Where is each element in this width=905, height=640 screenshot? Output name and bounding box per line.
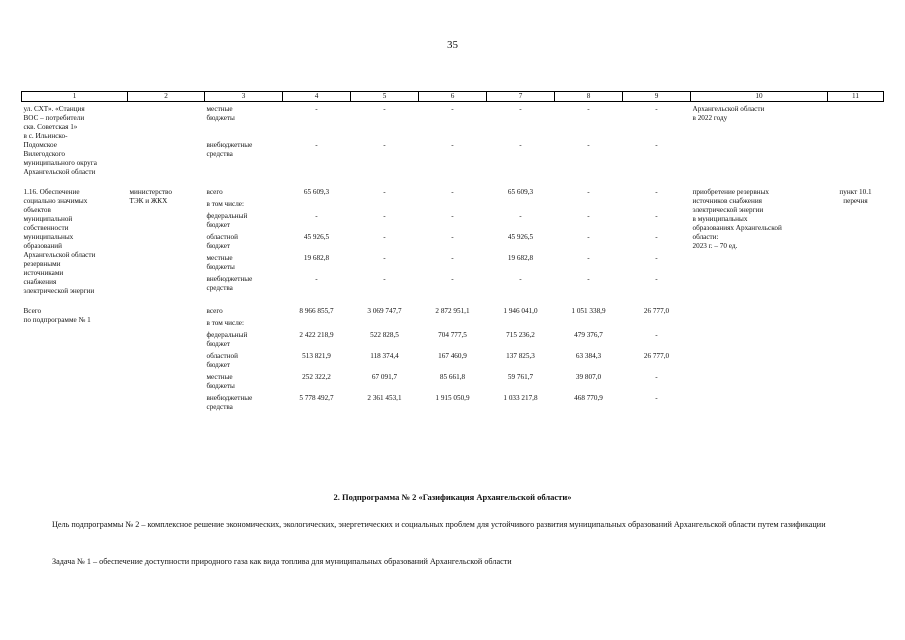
- value-cell: [283, 200, 351, 212]
- funding-source-line: средства: [206, 403, 233, 411]
- funding-source-line: местные: [206, 254, 233, 262]
- header-cell-10: 10: [691, 92, 828, 102]
- value-cell: -: [655, 233, 658, 241]
- funding-source-line: бюджеты: [206, 114, 235, 122]
- measure-name-line: по подпрограмме № 1: [23, 316, 91, 324]
- funding-source: [205, 331, 283, 352]
- value-cell: -: [587, 275, 590, 283]
- list-item-ref-line: перечня: [843, 197, 868, 205]
- measure-name-line: Подомское: [23, 141, 57, 149]
- header-cell-2: 2: [128, 92, 205, 102]
- value-cell: 513 821,9: [302, 352, 331, 360]
- funding-source-line: в том числе:: [206, 319, 244, 327]
- value-cell: 479 376,7: [574, 331, 603, 339]
- measure-name-line: муниципальной: [23, 215, 73, 223]
- funding-source: [205, 200, 283, 212]
- funding-source-line: федеральный: [206, 212, 248, 220]
- measure-name-line: источниками: [23, 269, 64, 277]
- value-cell: [555, 319, 623, 331]
- funding-source-line: средства: [206, 284, 233, 292]
- table-body: [22, 92, 884, 416]
- funding-source-line: средства: [206, 150, 233, 158]
- value-cell: -: [587, 212, 590, 220]
- expected-result: [691, 188, 828, 296]
- block-spacer: [22, 177, 884, 188]
- measure-name-line: социально значимых: [23, 197, 88, 205]
- header-cell-4: 4: [283, 92, 351, 102]
- table-row: [22, 105, 884, 141]
- value-cell: -: [587, 105, 590, 113]
- measure-name-line: электрической энергии: [23, 287, 95, 295]
- measure-name-line: Всего: [23, 307, 42, 315]
- value-cell: [351, 319, 419, 331]
- value-cell: [487, 200, 555, 212]
- header-row: [22, 92, 884, 102]
- value-cell: 26 777,0: [643, 307, 670, 315]
- funding-source: [205, 275, 283, 296]
- value-cell: -: [587, 254, 590, 262]
- value-cell: 65 609,3: [507, 188, 534, 196]
- value-cell: -: [315, 141, 318, 149]
- expected-result-line: в муниципальных: [692, 215, 748, 223]
- measure-name-line: скв. Советская 1»: [23, 123, 78, 131]
- value-cell: -: [655, 105, 658, 113]
- measure-name-line: собственности: [23, 224, 69, 232]
- value-cell: -: [655, 254, 658, 262]
- value-cell: -: [315, 275, 318, 283]
- expected-result-line: источников снабжения: [692, 197, 762, 205]
- expected-result-line: образованиях Архангельской: [692, 224, 782, 232]
- value-cell: -: [655, 394, 658, 402]
- measure-name-line: снабжения: [23, 278, 57, 286]
- value-cell: -: [383, 275, 386, 283]
- measure-name-line: образований: [23, 242, 62, 250]
- value-cell: 8 966 855,7: [299, 307, 334, 315]
- value-cell: -: [655, 373, 658, 381]
- value-cell: -: [451, 141, 454, 149]
- value-cell: -: [383, 212, 386, 220]
- goal-paragraph: Цель подпрограммы № 2 – комплексное решение экономических, экологических, энергетических и социальных проблем для устойчивого развития муниципальных образований Архангельской области путем газификации: [52, 520, 826, 529]
- value-cell: -: [451, 254, 454, 262]
- expected-result-line: электрической энергии: [692, 206, 764, 214]
- measure-name-line: ул. СХТ». «Станция: [23, 105, 85, 113]
- block-spacer: [22, 296, 884, 307]
- value-cell: 59 761,7: [507, 373, 534, 381]
- measure-name-line: объектов: [23, 206, 51, 214]
- measure-name-line: Архангельской области: [23, 251, 96, 259]
- funding-source-line: бюджет: [206, 242, 231, 250]
- value-cell: 167 460,9: [438, 352, 467, 360]
- measure-name-line: муниципального округа: [23, 159, 97, 167]
- header-cell-7: 7: [487, 92, 555, 102]
- measure-name-line: Архангельской области: [23, 168, 96, 176]
- value-cell: 2 361 453,1: [367, 394, 402, 402]
- table-row: [22, 307, 884, 319]
- value-cell: -: [587, 141, 590, 149]
- funding-source: [205, 307, 283, 319]
- executor-line: министерство: [129, 188, 172, 196]
- measure-name-line: ВОС – потребители: [23, 114, 85, 122]
- funding-source-line: областной: [206, 352, 238, 360]
- value-cell: 715 236,2: [506, 331, 535, 339]
- header-cell-8: 8: [555, 92, 623, 102]
- funding-source-line: внебюджетные: [206, 275, 253, 283]
- header-cell-3: 3: [205, 92, 283, 102]
- funding-source-line: бюджеты: [206, 263, 235, 271]
- value-cell: 1 946 041,0: [503, 307, 538, 315]
- value-cell: -: [451, 233, 454, 241]
- funding-source: [205, 394, 283, 415]
- value-cell: 2 422 218,9: [299, 331, 334, 339]
- funding-source-line: местные: [206, 373, 233, 381]
- value-cell: 45 926,5: [303, 233, 330, 241]
- measure-name-line: Вилегодского: [23, 150, 66, 158]
- value-cell: [623, 319, 691, 331]
- value-cell: 63 384,3: [575, 352, 602, 360]
- value-cell: 19 682,8: [303, 254, 330, 262]
- measure-name: [22, 307, 128, 415]
- funding-source: [205, 373, 283, 394]
- task-paragraph: Задача № 1 – обеспечение доступности природного газа как вида топлива для муниципальных образований Архангельской области: [52, 557, 512, 566]
- value-cell: -: [519, 141, 522, 149]
- expected-result-line: 2023 г. – 70 ед.: [692, 242, 738, 250]
- funding-source-line: местные: [206, 105, 233, 113]
- value-cell: 522 828,5: [370, 331, 399, 339]
- list-item-ref-line: пункт 10.1: [839, 188, 872, 196]
- executor: [128, 105, 205, 177]
- funding-source: [205, 141, 283, 177]
- funding-source-line: бюджет: [206, 361, 231, 369]
- funding-source-line: внебюджетные: [206, 394, 253, 402]
- executor: [128, 188, 205, 296]
- executor-line: ТЭК и ЖКХ: [129, 197, 168, 205]
- funding-source-line: бюджет: [206, 340, 231, 348]
- value-cell: 252 322,2: [302, 373, 331, 381]
- expected-result-line: в 2022 году: [692, 114, 728, 122]
- value-cell: -: [383, 141, 386, 149]
- value-cell: [555, 200, 623, 212]
- measure-name-line: 1.16. Обеспечение: [23, 188, 80, 196]
- funding-source-line: бюджет: [206, 221, 231, 229]
- value-cell: -: [587, 233, 590, 241]
- funding-source: [205, 254, 283, 275]
- value-cell: 26 777,0: [643, 352, 670, 360]
- value-cell: -: [519, 212, 522, 220]
- value-cell: -: [383, 188, 386, 196]
- funding-source: [205, 352, 283, 373]
- list-item-ref: [828, 188, 884, 296]
- expected-result-line: Архангельской области: [692, 105, 765, 113]
- header-cell-6: 6: [419, 92, 487, 102]
- list-item-ref: [828, 105, 884, 177]
- value-cell: 67 091,7: [371, 373, 398, 381]
- header-cell-11: 11: [828, 92, 884, 102]
- funding-source-line: федеральный: [206, 331, 248, 339]
- value-cell: [419, 200, 487, 212]
- funding-source: [205, 233, 283, 254]
- value-cell: -: [655, 212, 658, 220]
- value-cell: -: [383, 105, 386, 113]
- value-cell: 704 777,5: [438, 331, 467, 339]
- value-cell: -: [383, 233, 386, 241]
- expected-result: [691, 105, 828, 177]
- measure-name-line: муниципальных: [23, 233, 74, 241]
- expected-result-line: приобретение резервных: [692, 188, 769, 196]
- budget-table: [21, 91, 884, 415]
- value-cell: -: [587, 188, 590, 196]
- section-title: 2. Подпрограмма № 2 «Газификация Архангельской области»: [333, 492, 572, 502]
- header-cell-1: 1: [22, 92, 128, 102]
- funding-source-line: внебюджетные: [206, 141, 253, 149]
- measure-name-line: в с. Ильинско-: [23, 132, 68, 140]
- funding-source-line: всего: [206, 307, 223, 315]
- value-cell: 1 033 217,8: [503, 394, 538, 402]
- value-cell: 5 778 492,7: [299, 394, 334, 402]
- measure-name-line: резервными: [23, 260, 61, 268]
- value-cell: 118 374,4: [370, 352, 399, 360]
- value-cell: -: [315, 105, 318, 113]
- header-cell-9: 9: [623, 92, 691, 102]
- value-cell: 3 069 747,7: [367, 307, 402, 315]
- expected-result-line: области:: [692, 233, 719, 241]
- funding-source: [205, 212, 283, 233]
- funding-source-line: бюджеты: [206, 382, 235, 390]
- value-cell: 137 825,3: [506, 352, 535, 360]
- expected-result: [691, 307, 828, 415]
- executor: [128, 307, 205, 415]
- value-cell: 39 807,0: [575, 373, 602, 381]
- value-cell: -: [655, 188, 658, 196]
- value-cell: [283, 319, 351, 331]
- funding-source: [205, 105, 283, 141]
- value-cell: 65 609,3: [303, 188, 330, 196]
- value-cell: -: [519, 275, 522, 283]
- funding-source-line: в том числе:: [206, 200, 244, 208]
- value-cell: 85 661,8: [439, 373, 466, 381]
- value-cell: [351, 200, 419, 212]
- funding-source: [205, 188, 283, 200]
- funding-source-line: областной: [206, 233, 238, 241]
- value-cell: [623, 200, 691, 212]
- value-cell: -: [655, 275, 658, 283]
- value-cell: 2 872 951,1: [435, 307, 470, 315]
- header-cell-5: 5: [351, 92, 419, 102]
- funding-source-line: всего: [206, 188, 223, 196]
- value-cell: -: [451, 212, 454, 220]
- funding-source: [205, 319, 283, 331]
- value-cell: [419, 319, 487, 331]
- value-cell: -: [451, 275, 454, 283]
- value-cell: -: [451, 105, 454, 113]
- value-cell: 1 915 050,9: [435, 394, 470, 402]
- value-cell: -: [315, 212, 318, 220]
- measure-name: [22, 188, 128, 296]
- value-cell: 19 682,8: [507, 254, 534, 262]
- list-item-ref: [828, 307, 884, 415]
- value-cell: [487, 319, 555, 331]
- value-cell: 45 926,5: [507, 233, 534, 241]
- value-cell: 1 051 338,9: [571, 307, 606, 315]
- value-cell: -: [519, 105, 522, 113]
- value-cell: -: [655, 331, 658, 339]
- page-number: 35: [447, 39, 458, 51]
- value-cell: 468 770,9: [574, 394, 603, 402]
- value-cell: -: [655, 141, 658, 149]
- value-cell: -: [383, 254, 386, 262]
- measure-name: [22, 105, 128, 177]
- value-cell: -: [451, 188, 454, 196]
- table-row: [22, 188, 884, 200]
